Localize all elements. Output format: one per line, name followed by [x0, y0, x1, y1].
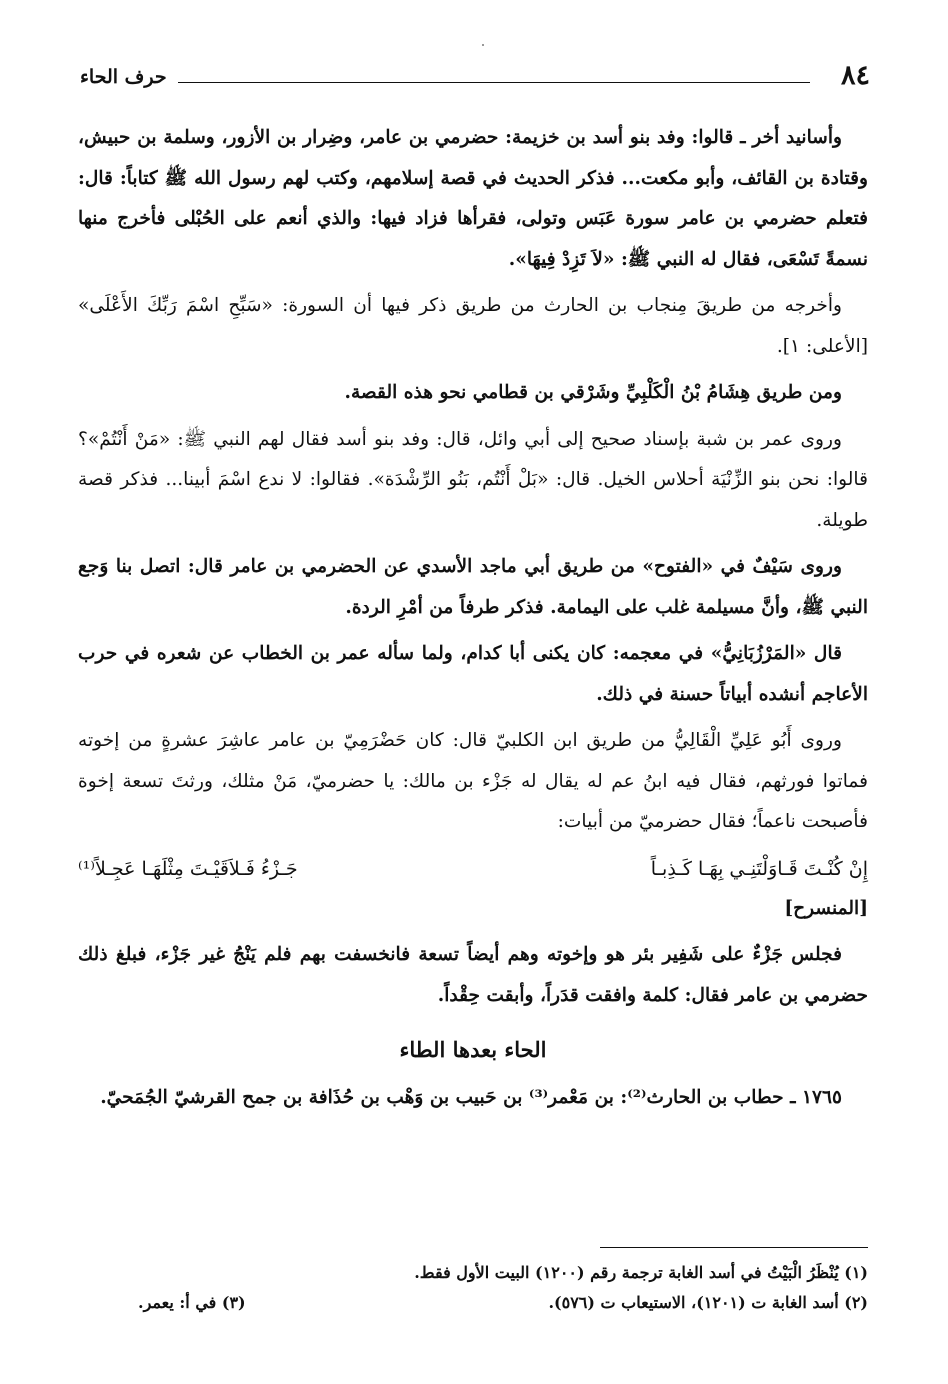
section-title: الحاء بعدها الطاء — [399, 1037, 547, 1062]
paragraph-3: ومن طريق هِشَامُ بْنُ الْكَلْبِيِّ وشَرْقي بن قطامي نحو هذه القصة. — [344, 382, 842, 403]
paragraph-4: وروى عمر بن شبة بإسناد صحيح إلى أبي وائل، قال: وفد بنو أسد فقال لهم النبي ﷺ: «مَنْ أَنْتُمْ»؟ قالوا: نحن بنو الزِّنْيَة أحلاس الخيل. قال: «بَلْ أَنْتُم، بَنُو الرِّشْدَة». فقالوا: لا ندع اسْمَ أبينا... فذكر قصة طويلة. — [78, 428, 868, 531]
paragraph-7: وروى أَبُو عَلِيِّ الْقَالِيُّ من طريق ابن الكلبيّ قال: كان حَضْرَمِيّ بن عامر عاشِرَ عشرةٍ من إخوته فماتوا فورثهم، فقال فيه ابنُ عم له يقال له جَزْء بن مالك: يا حضرميّ، مَنْ مثلك، ورثتَ تسعة إخوة فأصبحت ناعماً؛ فقال حضرميّ من أبيات: — [78, 730, 868, 832]
paragraph-5: وروى سَيْفٌ في «الفتوح» من طريق أبي ماجد الأسدي عن الحضرمي بن عامر قال: اتصل بنا وَجع النبي ﷺ، وأنَّ مسيلمة غلب على اليمامة. فذكر طرفاً من أمْرِ الردة. — [78, 556, 868, 618]
scan-mark — [482, 44, 484, 46]
page-number: ٨٤ — [840, 60, 870, 91]
paragraph-2: وأخرجه من طريقَ مِنجاب بن الحارث من طريق ذكر فيها أن السورة: «سَبِّحِ اسْمَ رَبِّكَ الأَعْلَى» [الأعلى: ١]. — [78, 295, 868, 357]
paragraph-6: قال «المَرْزُبَانِيُّ» في معجمه: كان يكنى أبا كدام، ولما سأله عمر بن الخطاب عن شعره في حرب الأعاجم أنشده أبياتاً حسنة في ذلك. — [78, 643, 868, 705]
paragraph-1: وأسانيد أخر ـ قالوا: وفد بنو أسد بن خزيمة: حضرمي بن عامر، وضِرار بن الأزور، وسلمة بن حبيش، وقتادة بن القائف، وأبو مكعت... فذكر الحديث في قصة إسلامهم، وكتب لهم رسول الله ﷺ كتاباً: قال: فتعلم حضرمي بن عامر سورة عَبَس وتولى، فقرأها فزاد فيها: والذي أنعم على الحُبْلى فأخرج منها نسمةً تَسْعَى، فقال له النبي ﷺ: «لاَ تَزِدْ فِيهَا». — [78, 127, 868, 270]
header-rule — [178, 82, 810, 83]
running-head: حرف الحاء — [80, 66, 167, 88]
footnote-1: (١) يُنْظَرُ الْبَيْتُ في أسد الغابة ترجمة رقم (١٢٠٠) البيت الأول فقط. — [414, 1263, 868, 1282]
verse-first-hemistich: إِنْ كُنْـتَ قَـاوَلْتَنِـي بِهَـا كَـذِبـاً — [650, 857, 868, 880]
poem-meter: [المنسرح] — [784, 897, 868, 919]
footnote-row-2 — [78, 1288, 868, 1318]
paragraph-8: فجلس جَزْءٌ على شَفِير بئر هو وإخوته وهم أيضاً تسعة فانخسفت بهم فلم يَنْجُ غير جَزْء، فبلغ ذلك حضرمي بن عامر فقال: كلمة وافقت قدَراً، وأبقت حِقْداً. — [78, 944, 868, 1006]
main-text — [78, 118, 868, 1125]
footnote-2: (٢) أسد الغابة ت (١٢٠١)، الاستيعاب ت (٥٧٦). — [548, 1293, 868, 1312]
footnotes — [78, 1258, 868, 1318]
verse-second-hemistich: جَـزْءُ فَـلاَقَيْـتَ مِثْلَهَـا عَجِـلاً⁽¹⁾ — [78, 857, 298, 880]
footnote-rule — [600, 1247, 868, 1248]
page-header — [80, 58, 870, 94]
footnote-3: (٣) في أ: يعمر. — [138, 1293, 246, 1312]
poem-verse — [78, 849, 868, 889]
entry-1765: ١٧٦٥ ـ حطاب بن الحارث⁽²⁾: بن مَعْمر⁽³⁾ بن حَبيب بن وَهْب بن حُذَافة بن جمح القرشيّ الجُمَحيّ. — [100, 1087, 842, 1108]
